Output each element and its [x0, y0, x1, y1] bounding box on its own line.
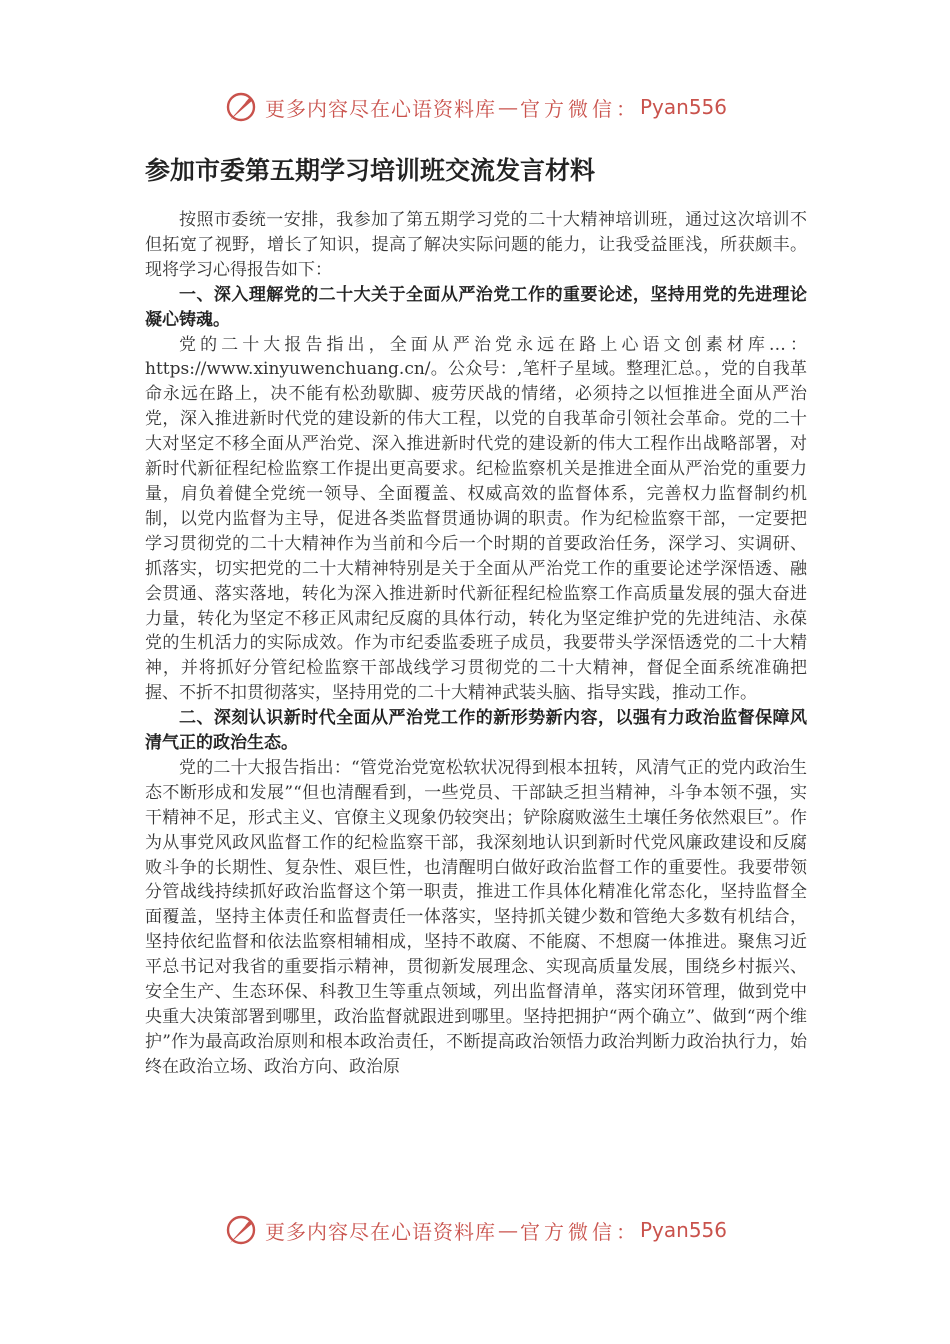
- document-title: 参加市委第五期学习培训班交流发言材料: [145, 156, 596, 185]
- document-body: [145, 208, 807, 1153]
- quill-logo-icon: [223, 1212, 259, 1248]
- section-heading-1: 一、深入理解党的二十大关于全面从严治党工作的重要论述，坚持用党的先进理论凝心铸魂。: [145, 284, 807, 330]
- banner-brand-text: 更多内容尽在心语资料库: [264, 1219, 496, 1244]
- section-heading-2: 二、深刻认识新时代全面从严治党工作的新形势新内容，以强有力政治监督保障风清气正的政治生态。: [145, 708, 807, 754]
- banner-wechat-label: 官方微信：: [519, 1219, 640, 1244]
- section-2-paragraph: 党的二十大报告指出：“管党治党宽松软状况得到根本扭转，风清气正的党内政治生态不断形成和发展”“但也清醒看到，一些党员、干部缺乏担当精神，斗争本领不强，实干精神不足，形式主义、官僚主义现象仍较突出；铲除腐败滋生土壤任务依然艰巨”。作为从事党风政风监督工作的纪检监察干部，我深刻地认识到新时代党风廉政建设和反腐败斗争的长期性、复杂性、艰巨性，也清醒明白做好政治监督工作的重要性。我要带领分管战线持续抓好政治监督这个第一职责，推进工作具体化精准化常态化，坚持监督全面覆盖，坚持主体责任和监督责任一体落实，坚持抓关键少数和管绝大多数有机结合，坚持依纪监督和依法监察相辅相成，坚持不敢腐、不能腐、不想腐一体推进。聚焦习近平总书记对我省的重要指示精神，贯彻新发展理念、实现高质量发展，围绕乡村振兴、安全生产、生态环保、科教卫生等重点领域，列出监督清单，落实闭环管理，做到党中央重大决策部署到哪里，政治监督就跟进到哪里。坚持把拥护“两个确立”、做到“两个维护”作为最高政治原则和根本政治责任，不断提高政治领悟力政治判断力政治执行力，始终在政治立场、政治方向、政治原: [145, 757, 807, 1077]
- banner-wechat-handle: Pyan556: [639, 1218, 727, 1242]
- banner-wechat-handle: Pyan556: [639, 95, 727, 119]
- banner-dash: —: [497, 95, 518, 119]
- footer-watermark-banner: [0, 1206, 950, 1254]
- quill-logo-icon: [223, 89, 259, 125]
- banner-wechat-label: 官方微信：: [519, 96, 640, 121]
- intro-paragraph: 按照市委统一安排，我参加了第五期学习党的二十大精神培训班，通过这次培训不但拓宽了视野，增长了知识，提高了解决实际问题的能力，让我受益匪浅，所获颇丰。现将学习心得报告如下：: [145, 210, 807, 280]
- section-1-paragraph: 党的二十大报告指出，全面从严治党永远在路上心语文创素材库…：https://www.xinyuwenchuang.cn/。公众号：,笔杆子星域。整理汇总。，党的自我革命永远在路上，决不能有松劲歇脚、疲劳厌战的情绪，必须持之以恒推进全面从严治党，深入推进新时代党的建设新的伟大工程，以党的自我革命引领社会革命。党的二十大对坚定不移全面从严治党、深入推进新时代党的建设新的伟大工程作出战略部署，对新时代新征程纪检监察工作提出更高要求。纪检监察机关是推进全面从严治党的重要力量，肩负着健全党统一领导、全面覆盖、权威高效的监督体系，完善权力监督制约机制，以党内监督为主导，促进各类监督贯通协调的职责。作为纪检监察干部，一定要把学习贯彻党的二十大精神作为当前和今后一个时期的首要政治任务，深学习、实调研、抓落实，切实把党的二十大精神特别是关于全面从严治党工作的重要论述学深悟透、融会贯通、落实落地，转化为深入推进新时代新征程纪检监察工作高质量发展的强大奋进力量，转化为坚定不移正风肃纪反腐的具体行动，转化为坚定维护党的先进纯洁、永葆党的生机活力的实际成效。作为市纪委监委班子成员，我要带头学深悟透党的二十大精神，并将抓好分管纪检监察干部战线学习贯彻党的二十大精神，督促全面系统准确把握、不折不扣贯彻落实，坚持用党的二十大精神武装头脑、指导实践，推动工作。: [145, 334, 807, 704]
- header-watermark-banner: [0, 83, 950, 131]
- banner-dash: —: [497, 1218, 518, 1242]
- banner-brand-text: 更多内容尽在心语资料库: [264, 96, 496, 121]
